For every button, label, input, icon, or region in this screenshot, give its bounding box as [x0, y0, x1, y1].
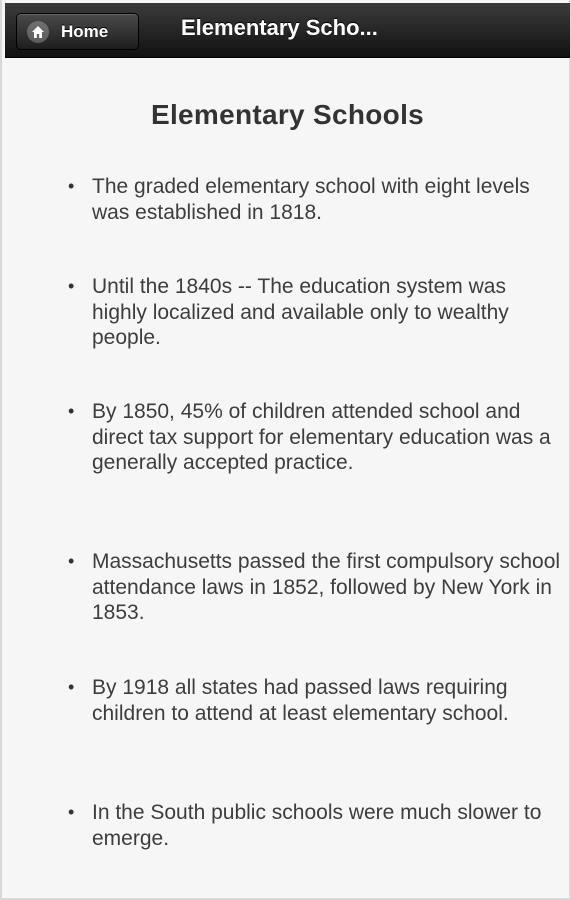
list-item: [68, 274, 562, 351]
bullet-icon: •: [68, 176, 75, 196]
bullet-icon: •: [68, 276, 75, 296]
list-item-text: By 1918 all states had passed laws requiring children to attend at least elementary school.: [92, 676, 509, 725]
bullet-icon: •: [68, 677, 75, 697]
list-item-text: By 1850, 45% of children attended school and direct tax support for elementary education was a generally accepted practice.: [92, 400, 551, 474]
list-item: [68, 399, 562, 476]
home-button[interactable]: [16, 13, 139, 50]
bullet-icon: •: [68, 802, 75, 822]
list-item-text: In the South public schools were much slower to emerge.: [92, 801, 542, 850]
header-bar: [5, 3, 570, 58]
bullet-icon: •: [68, 551, 75, 571]
list-item: [68, 800, 562, 851]
list-item: [68, 549, 562, 626]
list-item: [68, 675, 562, 726]
page-title: Elementary Scho...: [181, 15, 378, 40]
home-icon: [27, 21, 49, 43]
page-heading: Elementary Schools: [150, 99, 425, 130]
list-item-text: Until the 1840s -- The education system was highly localized and available only to wealthy people.: [92, 275, 509, 349]
list-item-text: Massachusetts passed the first compulsory school attendance laws in 1852, followed by New York in 1853.: [92, 550, 561, 624]
bullet-icon: •: [68, 401, 75, 421]
list-item-text: The graded elementary school with eight levels was established in 1818.: [92, 175, 530, 224]
home-button-label: Home: [61, 21, 109, 41]
list-item: [68, 174, 562, 225]
